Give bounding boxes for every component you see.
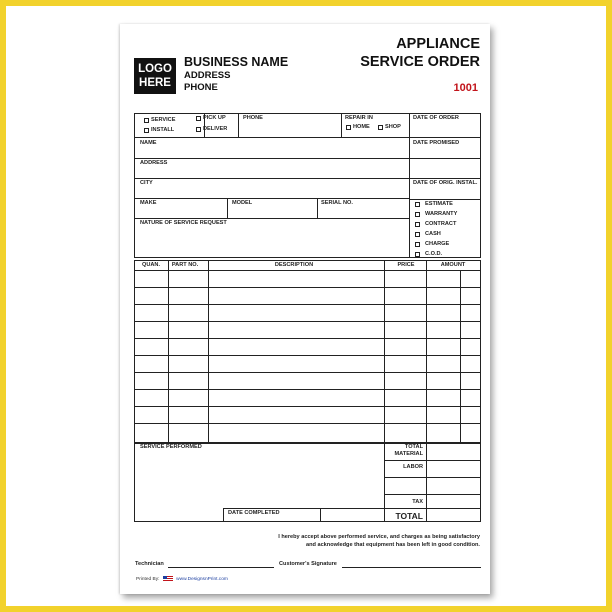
phone-field-label: PHONE bbox=[243, 115, 263, 121]
table-row-line bbox=[134, 338, 481, 339]
total-material-line-2: MATERIAL bbox=[394, 451, 423, 457]
rule-5 bbox=[134, 218, 409, 219]
cod-checkbox[interactable] bbox=[415, 252, 420, 257]
rule-4b bbox=[409, 199, 481, 200]
home-label: HOME bbox=[353, 124, 370, 130]
logo-placeholder bbox=[134, 58, 176, 94]
totals-rule-1 bbox=[384, 460, 481, 461]
model-label: MODEL bbox=[232, 200, 253, 206]
repair-in-label: REPAIR IN bbox=[345, 115, 373, 121]
totals-box bbox=[134, 443, 481, 522]
vrule-pickup bbox=[238, 113, 239, 137]
nature-of-service-label: NATURE OF SERVICE REQUEST bbox=[140, 220, 227, 226]
vrule-make bbox=[227, 198, 228, 218]
table-row-line bbox=[134, 270, 481, 271]
labor-label: LABOR bbox=[403, 464, 423, 470]
option-contract: CONTRACT bbox=[425, 221, 457, 227]
city-label: CITY bbox=[140, 180, 153, 186]
cash-checkbox[interactable] bbox=[415, 232, 420, 237]
deliver-checkbox[interactable] bbox=[196, 127, 201, 132]
option-cod: C.O.D. bbox=[425, 251, 443, 257]
date-completed-label: DATE COMPLETED bbox=[228, 510, 280, 516]
date-promised-label: DATE PROMISED bbox=[413, 140, 460, 146]
service-label: SERVICE bbox=[151, 117, 176, 123]
col-header-description: DESCRIPTION bbox=[274, 262, 314, 268]
printed-by-label: Printed By: bbox=[136, 576, 160, 582]
vrule-phone bbox=[341, 113, 342, 137]
total-material-label bbox=[386, 444, 423, 458]
printed-by bbox=[136, 576, 228, 582]
option-charge: CHARGE bbox=[425, 241, 450, 247]
business-name: BUSINESS NAME bbox=[184, 55, 289, 69]
tax-label: TAX bbox=[412, 499, 423, 505]
date-completed-divider bbox=[223, 508, 224, 522]
table-row-line bbox=[134, 372, 481, 373]
date-of-order-label: DATE OF ORDER bbox=[413, 115, 459, 121]
total-material-line-1: TOTAL bbox=[404, 444, 423, 450]
vrule-right-col bbox=[409, 113, 410, 258]
serial-label: SERIAL NO. bbox=[321, 200, 353, 206]
warranty-checkbox[interactable] bbox=[415, 212, 420, 217]
date-orig-instal-label: DATE OF ORIG. INSTAL. bbox=[413, 180, 478, 186]
name-label: NAME bbox=[140, 140, 157, 146]
total-label: TOTAL bbox=[395, 511, 423, 521]
option-cash: CASH bbox=[425, 231, 441, 237]
vrule-model bbox=[317, 198, 318, 218]
technician-label: Technician bbox=[135, 561, 164, 567]
technician-signature-line[interactable] bbox=[168, 567, 274, 568]
service-performed-label: SERVICE PERFORMED bbox=[140, 444, 202, 450]
service-checkbox[interactable] bbox=[144, 118, 149, 123]
business-address: ADDRESS bbox=[184, 70, 231, 81]
service-order-form bbox=[120, 24, 490, 594]
col-header-quan: QUAN. bbox=[141, 262, 161, 268]
pickup-checkbox[interactable] bbox=[196, 116, 201, 121]
contract-checkbox[interactable] bbox=[415, 222, 420, 227]
statement-line-1: I hereby accept above performed service, and charges as being satisfactory bbox=[278, 534, 480, 540]
table-row-line bbox=[134, 321, 481, 322]
customer-signature-line[interactable] bbox=[342, 567, 481, 568]
logo-line-2: HERE bbox=[139, 77, 171, 89]
address-label: ADDRESS bbox=[140, 160, 168, 166]
table-row-line bbox=[134, 287, 481, 288]
totals-rule-4 bbox=[223, 508, 481, 509]
customer-signature-label: Customer's Signature bbox=[279, 561, 337, 567]
printer-url: www.DesignsnPrint.com bbox=[176, 576, 228, 582]
make-label: MAKE bbox=[140, 200, 157, 206]
rule-2 bbox=[134, 158, 481, 159]
acceptance-statement bbox=[220, 533, 480, 549]
pickup-label: PICK UP bbox=[203, 115, 226, 121]
business-phone: PHONE bbox=[184, 82, 218, 93]
charge-checkbox[interactable] bbox=[415, 242, 420, 247]
home-checkbox[interactable] bbox=[346, 125, 351, 130]
statement-line-2: and acknowledge that equipment has been left in good condition. bbox=[305, 542, 480, 548]
col-header-part-no: PART NO. bbox=[171, 262, 199, 268]
estimate-checkbox[interactable] bbox=[415, 202, 420, 207]
shop-checkbox[interactable] bbox=[378, 125, 383, 130]
table-row-line bbox=[134, 355, 481, 356]
col-header-price: PRICE bbox=[397, 262, 415, 268]
form-title-line-1: APPLIANCE bbox=[396, 36, 480, 52]
totals-rule-3 bbox=[384, 494, 481, 495]
option-estimate: ESTIMATE bbox=[425, 201, 453, 207]
shop-label: SHOP bbox=[385, 124, 401, 130]
date-completed-divider-right bbox=[320, 508, 321, 522]
rule-3 bbox=[134, 178, 481, 179]
table-row-line bbox=[134, 423, 481, 424]
rule-4 bbox=[134, 198, 409, 199]
photo-frame bbox=[6, 6, 606, 606]
table-row-line bbox=[134, 304, 481, 305]
table-row-line bbox=[134, 389, 481, 390]
flag-icon bbox=[163, 576, 173, 581]
col-header-amount: AMOUNT bbox=[440, 262, 466, 268]
col-divider-cents bbox=[460, 270, 461, 443]
form-title-line-2: SERVICE ORDER bbox=[360, 54, 480, 70]
order-number: 1001 bbox=[453, 82, 478, 94]
table-row-line bbox=[134, 406, 481, 407]
deliver-label: DELIVER bbox=[203, 126, 228, 132]
install-checkbox[interactable] bbox=[144, 128, 149, 133]
rule-1 bbox=[134, 137, 481, 138]
logo-line-1: LOGO bbox=[138, 63, 172, 75]
option-warranty: WARRANTY bbox=[425, 211, 458, 217]
totals-rule-2 bbox=[384, 477, 481, 478]
install-label: INSTALL bbox=[151, 127, 175, 133]
